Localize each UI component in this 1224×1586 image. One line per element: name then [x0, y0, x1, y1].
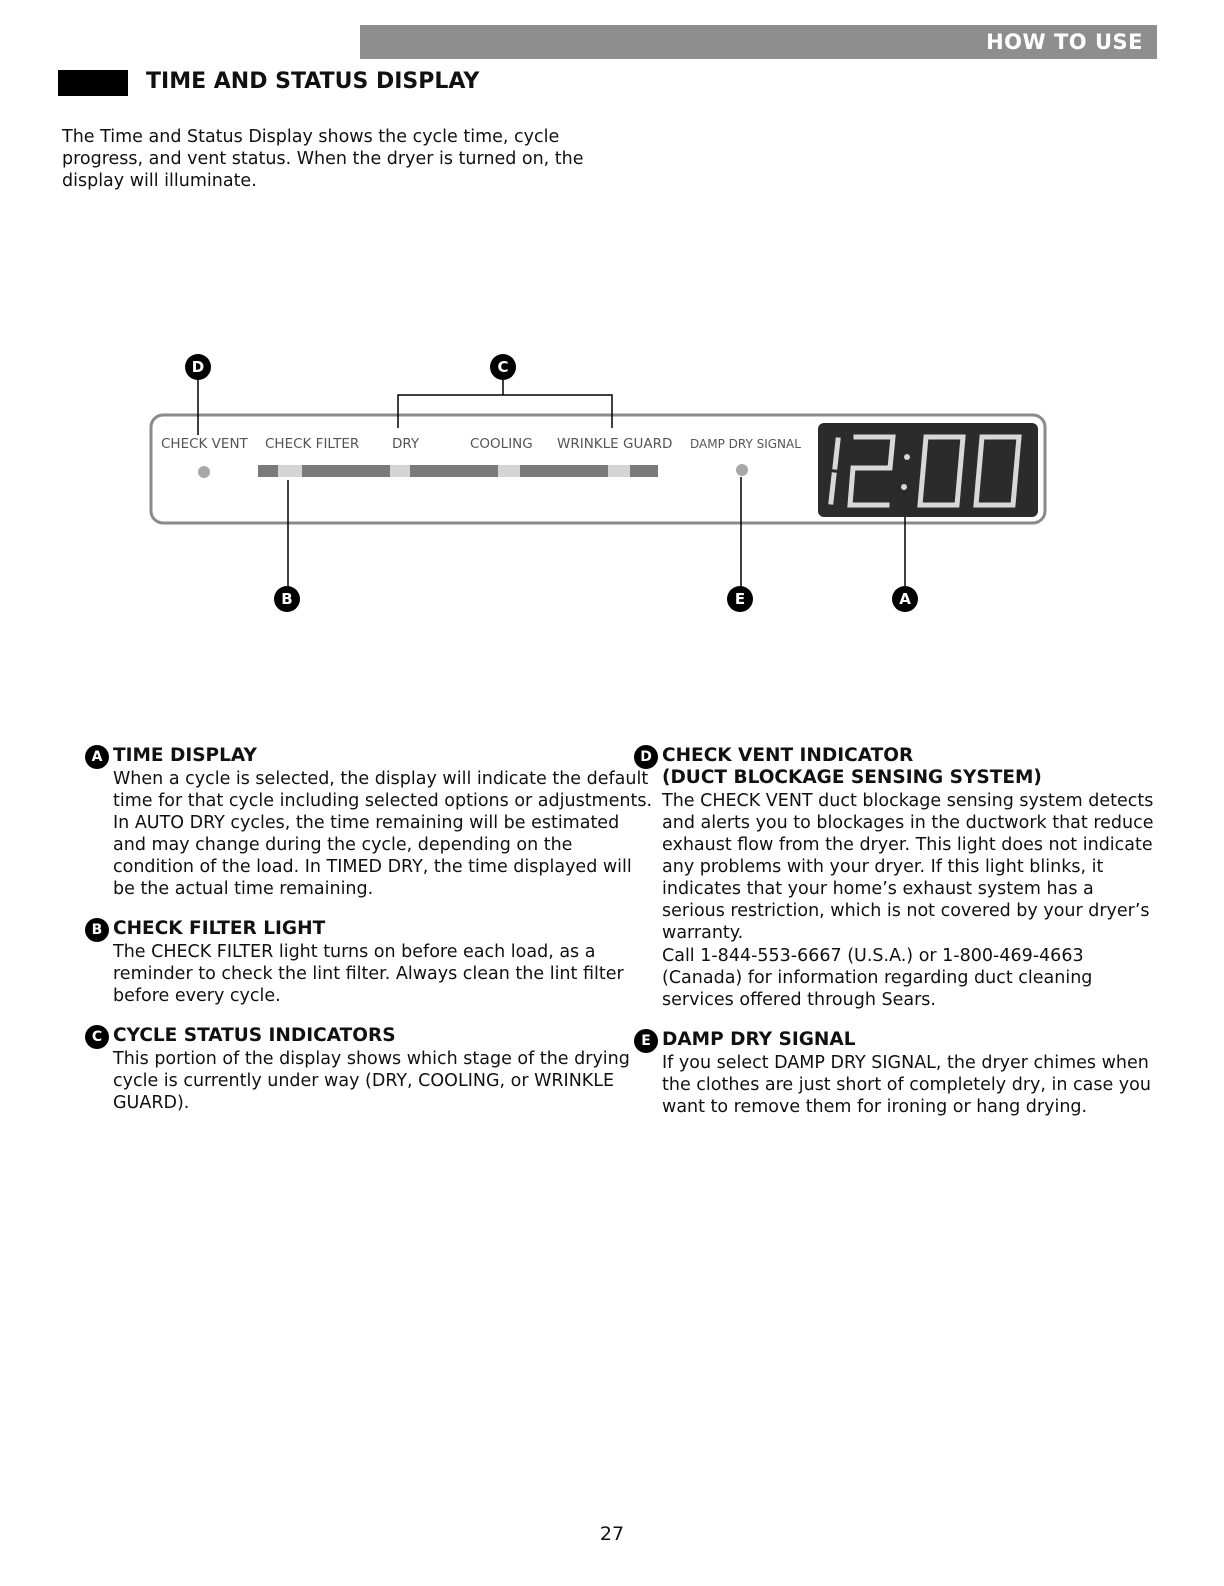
- bar-gap: [608, 465, 630, 477]
- leader-c: [398, 395, 612, 428]
- damp-dry-signal-label: DAMP DRY SIGNAL: [690, 437, 801, 451]
- diagram-drawing: [0, 0, 1224, 720]
- page-number: 27: [599, 1523, 625, 1545]
- check-vent-light: [198, 466, 210, 478]
- item-heading: TIME DISPLAY: [113, 745, 257, 766]
- damp-dry-signal-light: [736, 464, 748, 476]
- bar-gap: [278, 465, 302, 477]
- check-filter-label: CHECK FILTER: [265, 436, 360, 452]
- left-column: [91, 745, 653, 1132]
- item-body-contact: Call 1-844-553-6667 (U.S.A.) or 1-800-469-4663 (Canada) for information regarding duct cleaning services offered through Sears.: [662, 946, 1093, 1010]
- badge-e: E: [634, 1029, 658, 1053]
- item-damp-dry-signal: [641, 1029, 1154, 1118]
- badge-b: B: [85, 918, 109, 942]
- item-body: When a cycle is selected, the display will indicate the default time for that cycle including selected options or adjustments. In AUTO DRY cycles, the time remaining will be estimated and may change during the cycle, depending on the condition of the load. In TIMED DRY, the time displayed will be the actual time remaining.: [113, 769, 653, 899]
- section-title: TIME AND STATUS DISPLAY: [146, 69, 480, 94]
- check-filter-bar-segment: [258, 465, 278, 477]
- badge-c: C: [85, 1025, 109, 1049]
- item-heading: CHECK VENT INDICATOR: [662, 745, 914, 766]
- dry-label: DRY: [392, 436, 420, 452]
- intro-paragraph: The Time and Status Display shows the cycle time, cycle progress, and vent status. When the dryer is turned on, the display will illuminate.: [62, 127, 584, 191]
- bar-gap: [390, 465, 410, 477]
- item-body: The CHECK FILTER light turns on before each load, as a reminder to check the lint filter. Always clean the lint filter before every cycle.: [113, 942, 624, 1006]
- badge-a: A: [85, 745, 109, 769]
- badge-d: D: [634, 745, 658, 769]
- item-cycle-status-indicators: [91, 1025, 653, 1114]
- item-body: The CHECK VENT duct blockage sensing system detects and alerts you to blockages in the ductwork that reduce exhaust flow from the dryer. This light does not indicate any problems with your dryer. If this light blinks, it indicates that your home’s exhaust system has a serious restriction, which is not covered by your dryer’s warranty.: [662, 791, 1154, 943]
- callout-b: B: [274, 586, 300, 612]
- right-column: [640, 745, 1154, 1136]
- end-bar-segment: [630, 465, 658, 477]
- callout-e: E: [727, 586, 753, 612]
- wrinkle-guard-bar-segment: [520, 465, 608, 477]
- callout-d: D: [185, 354, 211, 380]
- dry-bar-segment: [302, 465, 390, 477]
- item-heading: DAMP DRY SIGNAL: [662, 1029, 856, 1050]
- callout-a: A: [892, 586, 918, 612]
- display-panel-diagram: [0, 0, 1224, 720]
- item-subheading: (DUCT BLOCKAGE SENSING SYSTEM): [662, 767, 1042, 788]
- item-check-filter-light: [91, 918, 653, 1007]
- item-check-vent-indicator: [640, 745, 1154, 1011]
- bar-gap: [498, 465, 520, 477]
- cooling-bar-segment: [410, 465, 498, 477]
- wrinkle-guard-label: WRINKLE GUARD: [557, 436, 673, 452]
- check-vent-label: CHECK VENT: [161, 436, 248, 452]
- item-body: If you select DAMP DRY SIGNAL, the dryer chimes when the clothes are just short of completely dry, in case you want to remove them for ironing or hang drying.: [662, 1053, 1151, 1117]
- section-label: HOW TO USE: [986, 30, 1143, 54]
- item-heading: CYCLE STATUS INDICATORS: [113, 1025, 396, 1046]
- cycle-progress-bar: [258, 465, 658, 477]
- item-time-display: [91, 745, 653, 900]
- callout-c: C: [490, 354, 516, 380]
- cooling-label: COOLING: [470, 436, 533, 452]
- item-heading: CHECK FILTER LIGHT: [113, 918, 326, 939]
- item-body: This portion of the display shows which stage of the drying cycle is currently under way (DRY, COOLING, or WRINKLE GUARD).: [113, 1049, 630, 1113]
